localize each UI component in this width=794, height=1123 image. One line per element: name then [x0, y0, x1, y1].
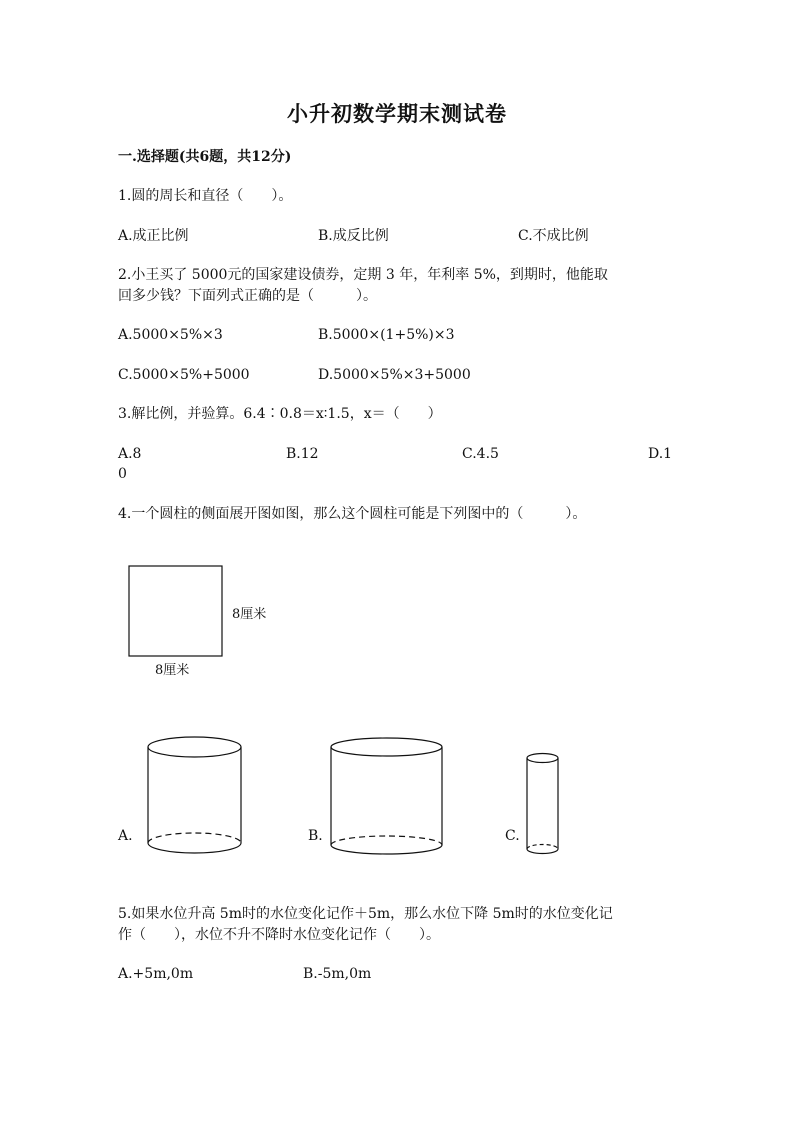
question-5-option-a: A.+5m,0m	[118, 966, 194, 982]
question-3-option-c: C.4.5	[462, 446, 499, 462]
question-1-stem: 1.圆的周长和直径（ ）。	[118, 188, 293, 204]
question-4-option-b: B.	[308, 828, 323, 844]
square-side-label: 8厘米	[232, 607, 267, 622]
cylinder-a	[148, 737, 241, 853]
question-1-option-b: B.成反比例	[318, 228, 389, 244]
cylinder-b	[331, 738, 442, 854]
question-3-option-b: B.12	[286, 446, 319, 462]
question-3-option-a: A.8	[118, 446, 142, 462]
square-bottom-label: 8厘米	[155, 663, 190, 678]
question-5-stem-line1: 5.如果水位升高 5m时的水位变化记作＋5m，那么水位下降 5m时的水位变化记	[118, 906, 613, 922]
question-2-option-a: A.5000×5%×3	[118, 327, 223, 343]
question-2-option-b: B.5000×(1+5%)×3	[318, 327, 455, 343]
question-2-stem-line1: 2.小王买了 5000元的国家建设债券，定期 3 年，年利率 5%，到期时，他能取	[118, 267, 608, 283]
question-1-option-c: C.不成比例	[518, 228, 589, 244]
page-title: 小升初数学期末测试卷	[287, 101, 507, 126]
question-5-option-b: B.-5m,0m	[303, 966, 372, 982]
question-3-stem: 3.解比例，并验算。6.4∶0.8＝x∶1.5，x＝（ ）	[118, 406, 442, 422]
question-4-option-a: A.	[118, 828, 133, 844]
question-2-option-c: C.5000×5%+5000	[118, 367, 250, 383]
question-2-option-d: D.5000×5%×3+5000	[318, 367, 471, 383]
question-5-stem-line2: 作（ ），水位不升不降时水位变化记作（ ）。	[118, 927, 440, 943]
question-3-option-d-wrap: 0	[118, 466, 127, 482]
question-4-stem: 4.一个圆柱的侧面展开图如图，那么这个圆柱可能是下列图中的（ ）。	[118, 506, 587, 522]
question-4-option-c: C.	[505, 828, 520, 844]
question-2-stem-line2: 回多少钱？下面列式正确的是（ ）。	[118, 288, 377, 304]
question-1-option-a: A.成正比例	[118, 228, 189, 244]
cylinder-c	[527, 754, 558, 854]
question-3-option-d: D.1	[648, 446, 673, 462]
section-heading: 一.选择题(共6题，共12分)	[118, 149, 292, 165]
